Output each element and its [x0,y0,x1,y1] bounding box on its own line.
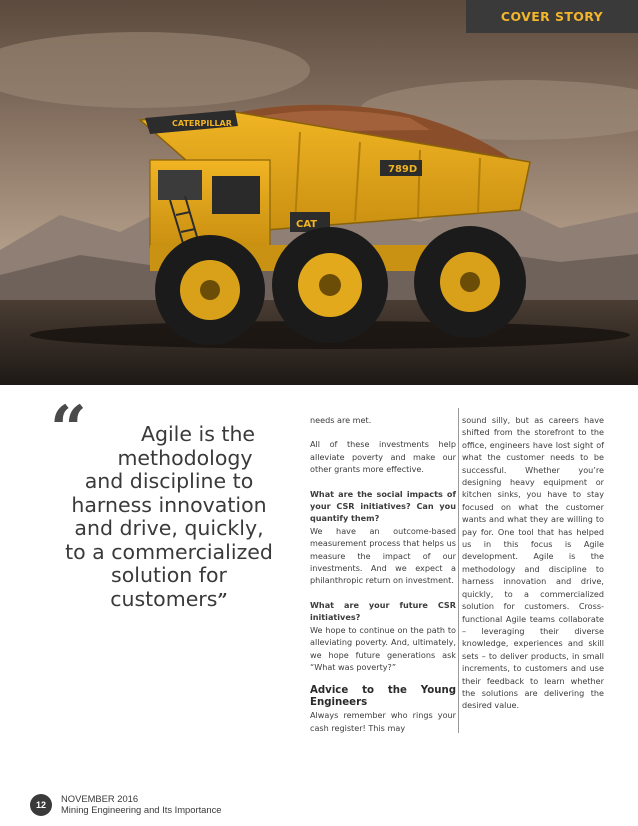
truck-brand-text: CATERPILLAR [172,119,232,128]
paragraph: All of these investments help alleviate poverty and make our other grants more effective. [310,439,456,475]
section-tag: COVER STORY [466,0,638,33]
footer [61,793,222,815]
pull-quote-line: customers [110,586,218,611]
subheading: Advice to the Young Engineers [310,685,456,708]
question-heading: What are your future CSR initiatives? [310,599,456,623]
truck-model-text: 789D [388,164,418,175]
pull-quote-line: and drive, quickly, [74,516,264,540]
answer-paragraph: We hope to continue on the path to alleviating poverty. And, ultimately, we hope future generations ask “What was poverty?” [310,624,456,672]
pull-quote-last-line [40,588,298,613]
issue-date: NOVEMBER 2016 [61,793,139,804]
open-quote-icon: “ [50,392,87,467]
answer-paragraph: We have an outcome-based measurement process that helps us measure the impact of our investments. And we expect a philanthropic return on investment. [310,525,456,586]
paragraph: needs are met. [310,415,372,425]
paragraph: sound silly, but as careers have shifted from the storefront to the office, engineers have lost sight of what the customer needs to be successful. Whether you’re designing heavy equipment or kitchen sinks, you have to stay focused on what the customer wants and what they are willing to pay for. One tool that has helped us in this focus is Agile development. Agile is the methodology and discipline to harness innovation and drive, quickly, to a commercialized solution for customers. Cross-functional Agile teams collaborate – leveraging their diverse knowledge, experiences and skill sets – to deliver products, in small increments, to customers and use their feedback to learn whether the solutions are delivering the desired value. [462,415,604,711]
pull-quote-line: Agile is the [140,422,256,446]
pull-quote [40,423,298,612]
hero-photo [0,0,638,385]
pull-quote-line: harness innovation [71,492,267,517]
pull-quote-line: to a commercialized [65,539,273,564]
pull-quote-line: methodology [117,445,253,470]
close-quote-icon: ” [217,589,228,611]
page-number-badge: 12 [30,794,52,816]
paragraph: Always remember who rings your cash register! This may [310,710,456,733]
pull-quote-line: solution for [111,563,227,587]
truck-badge-text: CAT [296,219,318,230]
column-divider [458,408,459,733]
article-column-2 [462,414,604,712]
question-heading: What are the social impacts of your CSR initiatives? Can you quantify them? [310,488,456,524]
pull-quote-line: and discipline to [84,469,254,493]
publication-title: Mining Engineering and Its Importance [61,804,222,815]
article-column-1 [310,414,456,734]
